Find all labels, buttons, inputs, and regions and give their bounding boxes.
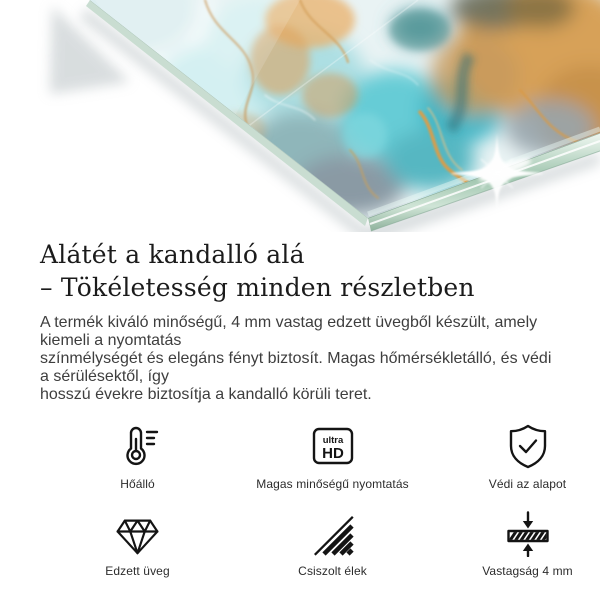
feature-ultra-hd-print: [235, 420, 430, 491]
intro-paragraph-line: színmélységét és elegáns fényt biztosít. Magas hőmérsékletálló, és védi a sérülésektől, így: [40, 350, 552, 385]
page-title-line2: – Tökéletesség minden részletben: [40, 273, 475, 302]
shield-check-icon: [504, 422, 552, 470]
feature-tempered-glass: [40, 507, 235, 578]
feature-thickness-4mm: [430, 507, 600, 578]
intro-paragraph-line: A termék kiváló minőségű, 4 mm vastag edzett üvegből készült, amely kiemeli a nyomtatás: [40, 314, 538, 349]
feature-grid: [40, 420, 600, 578]
feature-label: Védi az alapot: [488, 477, 567, 491]
intro-paragraph-line: hosszú évekre biztosítja a kandalló körüli teret.: [40, 386, 372, 403]
feature-label: Vastagság 4 mm: [482, 564, 573, 578]
feature-heat-resistant: [40, 420, 235, 491]
page-title-line1: Alátét a kandalló alá: [40, 240, 305, 269]
page-title: [40, 238, 560, 304]
hero-section: [0, 0, 600, 232]
feature-label: Magas minőségű nyomtatás: [256, 477, 409, 491]
feature-label: Csiszolt élek: [298, 564, 367, 578]
ultra-hd-icon: [309, 422, 357, 470]
polished-edges-icon: [311, 513, 355, 557]
product-description-section: [0, 238, 600, 578]
ultra-hd-icon-text-top: ultra: [322, 435, 343, 446]
feature-protects-base: [430, 420, 600, 491]
ultra-hd-icon-text-bottom: HD: [321, 445, 344, 462]
product-photo: [0, 0, 600, 232]
diamond-icon: [114, 515, 161, 557]
thickness-icon: [504, 511, 552, 557]
feature-label: Edzett üveg: [105, 564, 170, 578]
feature-polished-edges: [235, 507, 430, 578]
feature-label: Hőálló: [120, 477, 155, 491]
thermometer-icon: [114, 422, 162, 470]
glass-face: [0, 0, 600, 232]
